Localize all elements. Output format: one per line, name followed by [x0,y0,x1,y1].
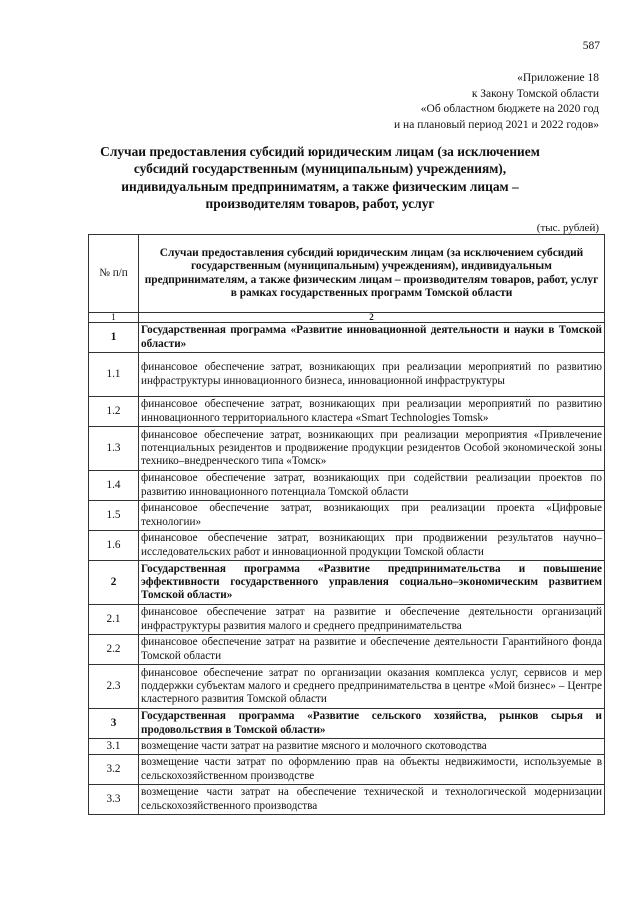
subsidy-description: финансовое обеспечение затрат, возникающих при продвижении результатов научно–исследовательских работ и инновационной продукции Томской области [139,531,605,561]
table-row [89,427,605,471]
row-number: 2 [89,561,139,605]
subsidy-description: финансовое обеспечение затрат, возникающих при содействии реализации проектов по развитию инновационного потенциала Томской области [139,471,605,501]
appendix-line: и на плановый период 2021 и 2022 годов» [394,118,599,131]
table-row [89,323,605,353]
program-title: Государственная программа «Развитие инновационной деятельности и науки в Томской области» [139,323,605,353]
subsidy-description: финансовое обеспечение затрат на развитие и обеспечение деятельности Гарантийного фонда Томской области [139,635,605,665]
row-number: 3.1 [89,739,139,755]
subsidy-description: возмещение части затрат на обеспечение технической и технологической модернизации сельскохозяйственного производства [139,785,605,815]
subsidy-description: финансовое обеспечение затрат на развитие и обеспечение деятельности организаций инфраструктуры развития малого и среднего предпринимательства [139,605,605,635]
subsidy-description: финансовое обеспечение затрат, возникающих при реализации мероприятий по развитию инфраструктуры инновационного бизнеса, инновационной инфраструктуры [139,353,605,397]
subsidy-description: возмещение части затрат на развитие мясного и молочного скотоводства [139,739,605,755]
table-row [89,635,605,665]
table-row [89,785,605,815]
table-row [89,561,605,605]
row-number: 1 [89,323,139,353]
row-number: 1.6 [89,531,139,561]
appendix-line: «Приложение 18 [517,72,599,84]
subsidy-description: финансовое обеспечение затрат, возникающих при реализации проекта «Цифровые технологии» [139,501,605,531]
table-row [89,755,605,785]
column-index: 1 [89,313,139,323]
subsidy-description: финансовое обеспечение затрат по организации оказания комплекса услуг, сервисов и мер поддержки субъектам малого и среднего предпринимательства в центре «Мой бизнес» – Центре кластерного развития Томской области [139,665,605,709]
row-number: 1.2 [89,397,139,427]
appendix-header [299,71,599,133]
appendix-line: «Об областном бюджете на 2020 год [420,103,599,115]
table-row [89,709,605,739]
document-title: Случаи предоставления субсидий юридическим лицам (за исключением субсидий государственным (муниципальным) учреждениям), индивидуальным предприниматям, а также физическим лицам – производителям товаров, работ, услуг [100,144,540,212]
table-header-row [89,235,605,313]
appendix-line: к Закону Томской области [471,87,599,100]
row-number: 1.4 [89,471,139,501]
subsidy-description: финансовое обеспечение затрат, возникающих при реализации мероприятия «Привлечение потенциальных резидентов и продвижение продукции резидентов Особой экономической зоны технико–внедренческого типа «Томск» [139,427,605,471]
row-number: 3 [89,709,139,739]
page-number: 587 [582,40,600,52]
program-title: Государственная программа «Развитие предпринимательства и повышение эффективности государственного управления социально–экономическим развитием Томской области» [139,561,605,605]
column-index: 2 [139,313,605,323]
table-row [89,353,605,397]
table-row [89,471,605,501]
subsidy-description: возмещение части затрат по оформлению прав на объекты недвижимости, используемые в сельскохозяйственном производстве [139,755,605,785]
table-row [89,665,605,709]
row-number: 1.1 [89,353,139,397]
table-row [89,739,605,755]
column-header-number: № п/п [89,235,139,313]
column-header-description: Случаи предоставления субсидий юридическим лицам (за исключением субсидий государственным (муниципальным) учреждениям), индивидуальным предпринимателям, а также физическим лицам – производителям товаров, работ, услуг в рамках государственных программ Томской области [139,235,605,313]
subsidy-description: финансовое обеспечение затрат, возникающих при реализации мероприятий по развитию инновационного территориального кластера «Smart Technologies Tomsk» [139,397,605,427]
subsidy-table [88,234,605,815]
program-title: Государственная программа «Развитие сельского хозяйства, рынков сырья и продовольствия в Томской области» [139,709,605,739]
table-row [89,531,605,561]
row-number: 1.5 [89,501,139,531]
row-number: 3.2 [89,755,139,785]
units-label: (тыс. рублей) [536,222,599,234]
column-index-row [89,313,605,323]
table-row [89,397,605,427]
row-number: 1.3 [89,427,139,471]
row-number: 2.2 [89,635,139,665]
row-number: 3.3 [89,785,139,815]
table-row [89,605,605,635]
table-row [89,501,605,531]
row-number: 2.1 [89,605,139,635]
row-number: 2.3 [89,665,139,709]
